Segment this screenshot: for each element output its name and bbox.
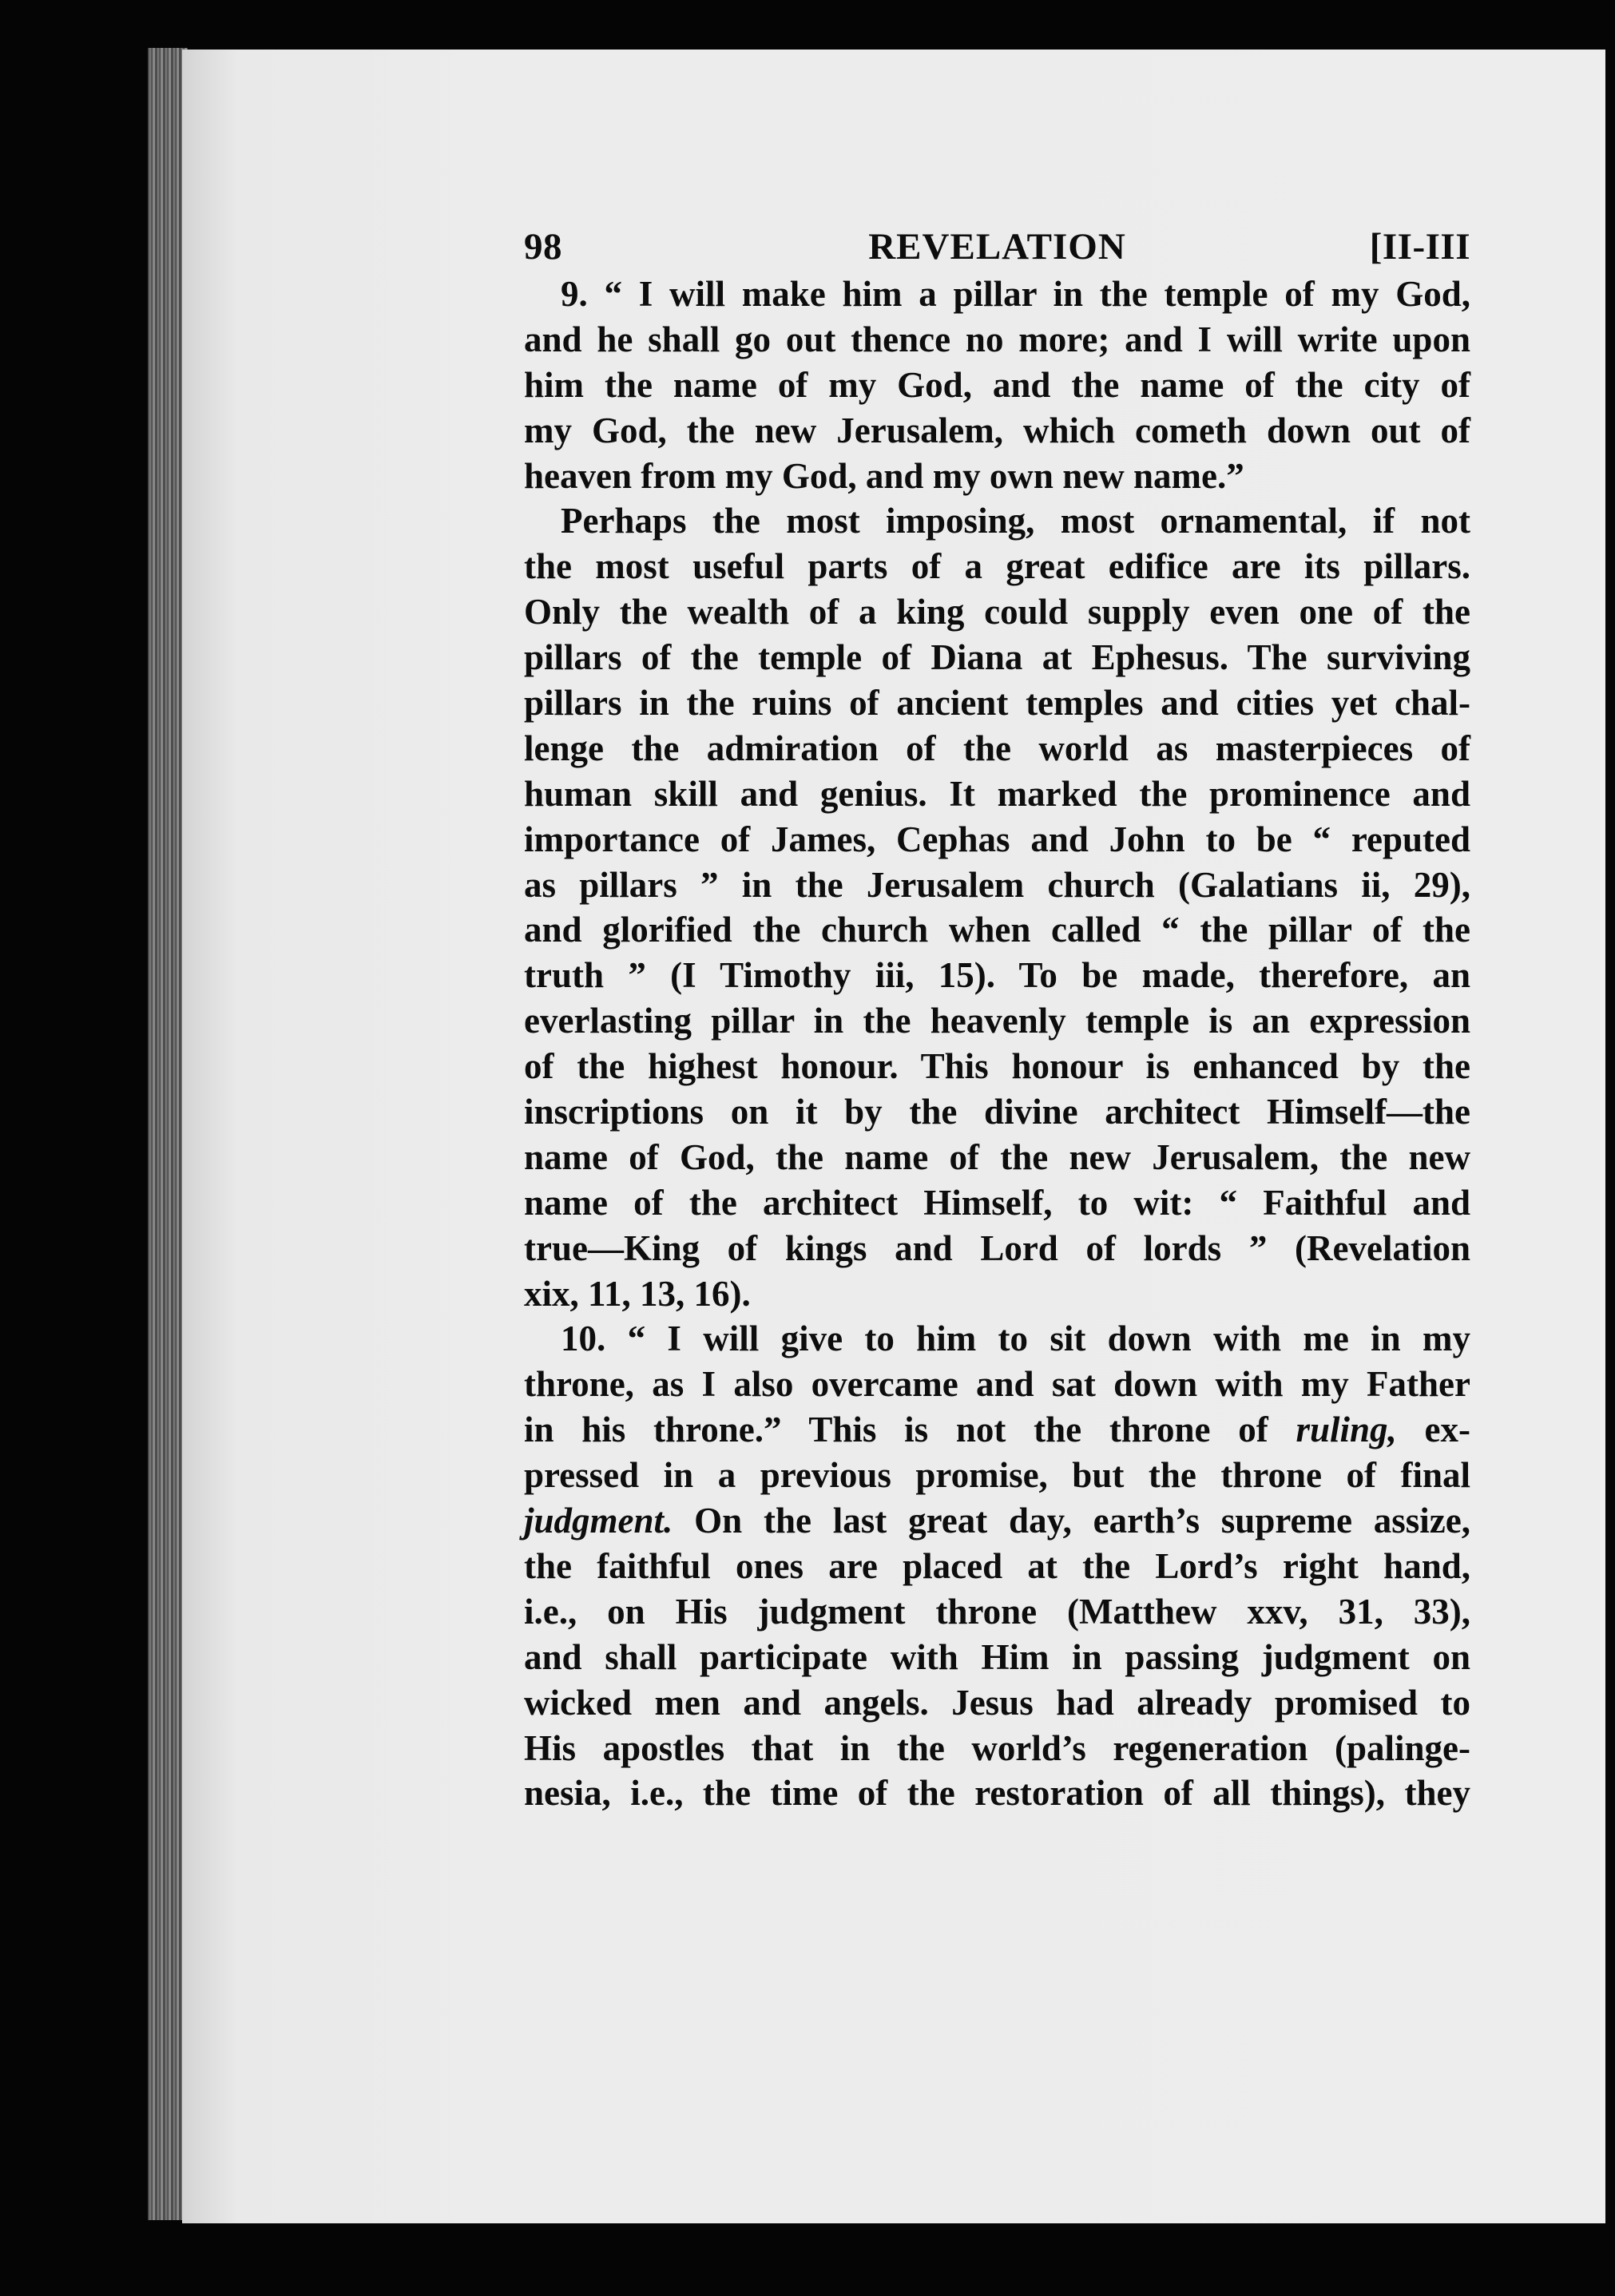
text-line: as pillars ” in the Jerusalem church (Galatians ii, 29),: [524, 864, 1470, 905]
text-line: His apostles that in the world’s regeneration (palinge-: [524, 1727, 1470, 1768]
text-line: 10. “ I will give to him to sit down with me in my: [561, 1319, 1470, 1359]
text-line: nesia, i.e., the time of the restoration of all things), they: [524, 1773, 1470, 1814]
section-marker: [II-III: [1369, 226, 1470, 268]
text-line: name of God, the name of the new Jerusalem, the new: [524, 1136, 1470, 1177]
page-number: 98: [524, 226, 562, 268]
text-line: lenge the admiration of the world as masterpieces of: [524, 728, 1470, 768]
text-line: wicked men and angels. Jesus had already promised to: [524, 1682, 1470, 1723]
text-line: pressed in a previous promise, but the throne of final: [524, 1455, 1470, 1496]
body-text: [524, 272, 1470, 1816]
text-line: 9. “ I will make him a pillar in the temple of my God,: [561, 274, 1470, 314]
italic-text: ruling,: [1296, 1410, 1397, 1450]
text-line: inscriptions on it by the divine architect Himself—the: [524, 1092, 1470, 1132]
text-line: i.e., on His judgment throne (Matthew xxv, 31, 33),: [524, 1591, 1470, 1632]
text-line: xix, 11, 13, 16).: [524, 1273, 751, 1314]
text-line: pillars in the ruins of ancient temples and cities yet chal-: [524, 683, 1470, 724]
text-line: and he shall go out thence no more; and I will write upon: [524, 319, 1470, 359]
text-line: Only the wealth of a king could supply even one of the: [524, 592, 1470, 632]
running-head: [524, 216, 1470, 272]
text-line: true—King of kings and Lord of lords ” (Revelation: [524, 1227, 1470, 1268]
italic-text: judgment.: [524, 1501, 673, 1541]
text-block: [524, 216, 1470, 1816]
text-line: of the highest honour. This honour is enhanced by the: [524, 1046, 1470, 1087]
text-line: him the name of my God, and the name of the city of: [524, 364, 1470, 405]
text-segment: in his throne.” This is not the throne of: [524, 1410, 1296, 1450]
text-line: pillars of the temple of Diana at Ephesus. The surviving: [524, 637, 1470, 678]
text-line: Perhaps the most imposing, most ornamental, if not: [561, 501, 1470, 541]
text-line: [524, 1407, 1470, 1453]
text-line: my God, the new Jerusalem, which cometh down out of: [524, 410, 1470, 450]
text-line: the faithful ones are placed at the Lord’s right hand,: [524, 1545, 1470, 1586]
text-line: and shall participate with Him in passing judgment on: [524, 1636, 1470, 1677]
text-line: throne, as I also overcame and sat down with my Father: [524, 1364, 1470, 1405]
running-title: REVELATION: [868, 226, 1126, 268]
text-line: the most useful parts of a great edifice are its pillars.: [524, 546, 1470, 587]
text-segment: On the last great day, earth’s supreme assize,: [673, 1501, 1470, 1541]
text-line: importance of James, Cephas and John to be “ reputed: [524, 819, 1470, 859]
text-line: everlasting pillar in the heavenly temple is an expression: [524, 1001, 1470, 1041]
text-line: heaven from my God, and my own new name.”: [524, 455, 1244, 496]
text-line: [524, 1498, 1470, 1544]
text-line: human skill and genius. It marked the prominence and: [524, 773, 1470, 814]
text-line: truth ” (I Timothy iii, 15). To be made, therefore, an: [524, 955, 1470, 996]
text-line: name of the architect Himself, to wit: “ Faithful and: [524, 1182, 1470, 1223]
text-line: and glorified the church when called “ the pillar of the: [524, 910, 1470, 950]
text-segment: ex-: [1396, 1410, 1471, 1450]
